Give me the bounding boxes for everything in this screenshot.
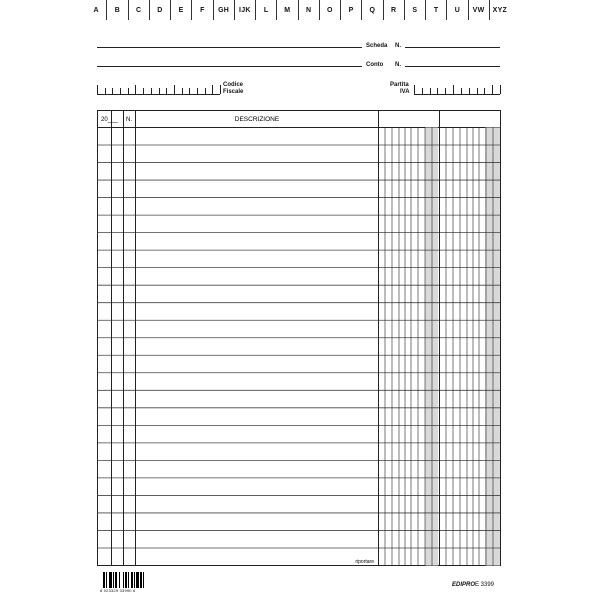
barcode-bar bbox=[103, 572, 105, 588]
index-tab-c: C bbox=[129, 0, 150, 20]
index-tab-xyz: XYZ bbox=[492, 6, 508, 14]
product-code: E 3399 bbox=[475, 582, 495, 588]
index-tab-a: A bbox=[86, 0, 107, 20]
barcode-bar bbox=[119, 572, 120, 588]
date-header: 20___ bbox=[101, 117, 118, 123]
index-tab-r: R bbox=[384, 0, 405, 20]
index-tab-m: M bbox=[277, 0, 298, 20]
barcode-bar bbox=[143, 572, 144, 588]
barcode-bar bbox=[125, 572, 127, 588]
index-tab-vw: VW bbox=[469, 0, 490, 20]
index-tab-d: D bbox=[150, 0, 171, 20]
barcode-bar bbox=[134, 572, 135, 588]
barcode-bar bbox=[136, 572, 139, 588]
partita-iva-label-2: IVA bbox=[400, 89, 410, 95]
barcode-bar bbox=[113, 572, 114, 588]
barcode-bar bbox=[106, 572, 107, 588]
barcode-bar bbox=[131, 572, 133, 588]
scheda-number-label: N. bbox=[395, 43, 401, 49]
barcode-bar bbox=[115, 572, 117, 588]
shaded-amount-column bbox=[485, 128, 500, 566]
partita-iva-label-1: Partita bbox=[390, 82, 409, 88]
barcode-number: 8 023329 33990 6 bbox=[100, 588, 136, 593]
riportare-label: riportare bbox=[355, 559, 374, 565]
index-tab-t: T bbox=[426, 0, 447, 20]
index-tab-gh: GH bbox=[214, 0, 235, 20]
index-tab-b: B bbox=[107, 0, 128, 20]
barcode-bar bbox=[123, 572, 124, 588]
conto-label: Conto bbox=[366, 62, 384, 68]
barcode-bar bbox=[140, 572, 142, 588]
index-tab-e: E bbox=[171, 0, 192, 20]
brand-logo: EDIPRO bbox=[452, 582, 476, 588]
conto-number-label: N. bbox=[395, 62, 401, 68]
index-tab-u: U bbox=[447, 0, 468, 20]
index-tab-l: L bbox=[256, 0, 277, 20]
barcode-bar bbox=[109, 572, 112, 588]
codice-fiscale-label-2: Fiscale bbox=[223, 89, 244, 95]
index-tab-s: S bbox=[405, 0, 426, 20]
scheda-label: Scheda bbox=[366, 43, 388, 49]
shaded-amount-column bbox=[425, 128, 438, 566]
index-tab-f: F bbox=[192, 0, 213, 20]
number-header: N. bbox=[126, 117, 132, 123]
index-tab-o: O bbox=[320, 0, 341, 20]
description-header: DESCRIZIONE bbox=[234, 116, 280, 123]
index-tab-n: N bbox=[299, 0, 320, 20]
index-tab-q: Q bbox=[362, 0, 383, 20]
index-tab-p: P bbox=[341, 0, 362, 20]
barcode bbox=[103, 572, 153, 588]
barcode-bar bbox=[128, 572, 129, 588]
index-tab-ijk: IJK bbox=[235, 0, 256, 20]
codice-fiscale-label-1: Codice bbox=[223, 82, 244, 88]
